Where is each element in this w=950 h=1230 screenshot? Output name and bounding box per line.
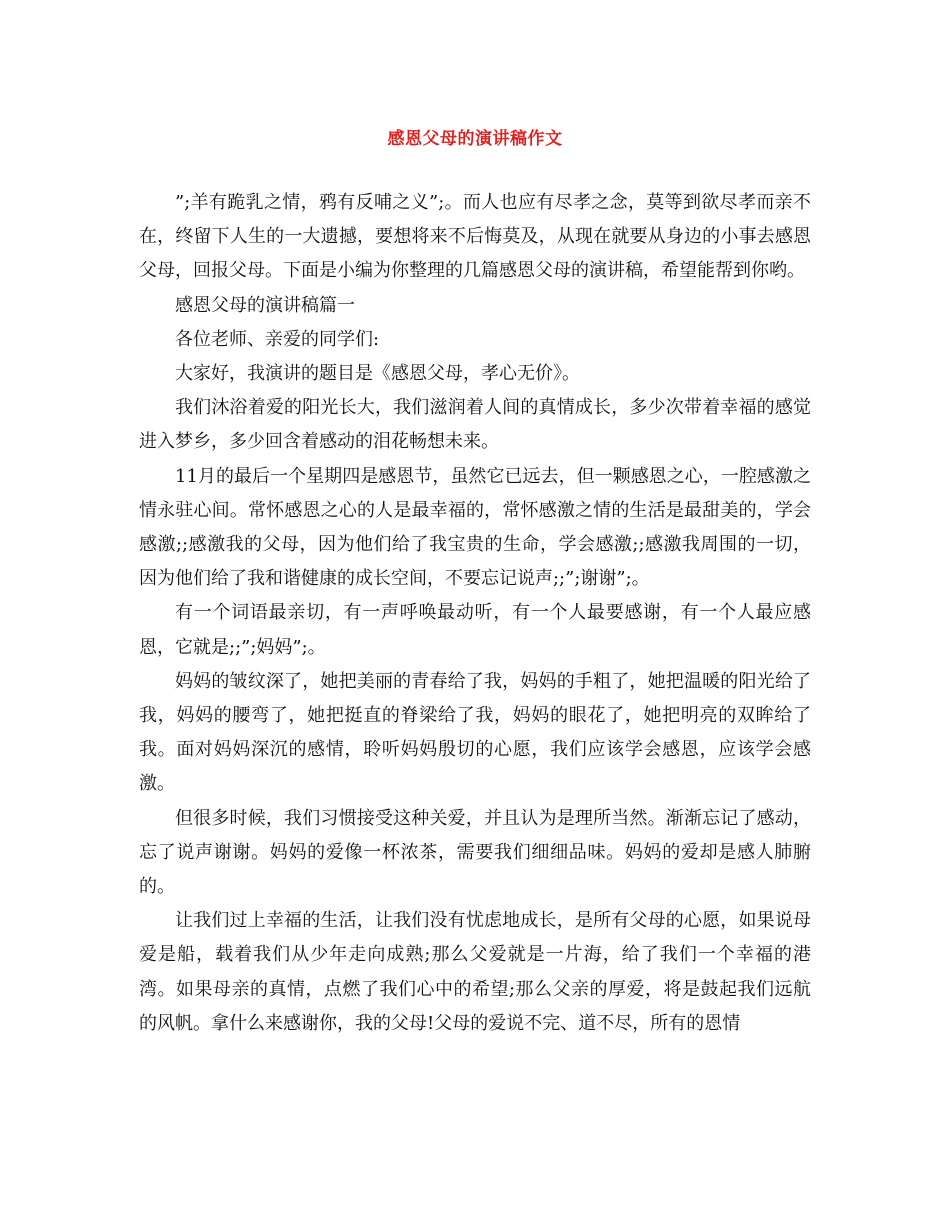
paragraph-salutation: 各位老师、亲爱的同学们:	[175, 328, 380, 350]
document-body	[139, 186, 811, 1041]
paragraph: 但很多时候，我们习惯接受这种关爱，并且认为是理所当然。渐渐忘记了感动，忘了说声谢谢。妈妈的爱像一杯浓茶，需要我们细细品味。妈妈的爱却是感人肺腑的。	[139, 807, 811, 898]
paragraph: 让我们过上幸福的生活，让我们没有忧虑地成长，是所有父母的心愿，如果说母爱是船，载着我们从少年走向成熟;那么父爱就是一片海，给了我们一个幸福的港湾。如果母亲的真情，点燃了我们心中的希望;那么父亲的厚爱，将是鼓起我们远航的风帆。拿什么来感谢你，我的父母!父母的爱说不完、道不尽，所有的恩情	[139, 910, 811, 1034]
paragraph-section-heading: 感恩父母的演讲稿篇一	[175, 294, 355, 316]
paragraph-intro: ”;羊有跪乳之情，鸦有反哺之义”;。而人也应有尽孝之念，莫等到欲尽孝而亲不在，终留下人生的一大遗撼，要想将来不后悔莫及，从现在就要从身边的小事去感恩父母，回报父母。下面是小编为你整理的几篇感恩父母的演讲稿，希望能帮到你哟。	[139, 192, 811, 282]
paragraph: 有一个词语最亲切，有一声呼唤最动听，有一个人最要感谢，有一个人最应感恩，它就是;;”;妈妈”;。	[139, 602, 811, 658]
paragraph: 我们沐浴着爱的阳光长大，我们滋润着人间的真情成长，多少次带着幸福的感觉进入梦乡，多少回含着感动的泪花畅想未来。	[139, 397, 811, 453]
paragraph-greeting: 大家好，我演讲的题目是《感恩父母，孝心无价》。	[175, 363, 580, 385]
document-title: 感恩父母的演讲稿作文	[387, 129, 563, 149]
paragraph: 11月的最后一个星期四是感恩节，虽然它已远去，但一颗感恩之心，一腔感激之情永驻心间。常怀感恩之心的人是最幸福的，常怀感激之情的生活是最甜美的，学会感激;;感激我的父母，因为他们给了我宝贵的生命，学会感激;;感激我周围的一切，因为他们给了我和谐健康的成长空间，不要忘记说声;;”;谢谢”;。	[139, 465, 811, 590]
paragraph: 妈妈的皱纹深了，她把美丽的青春给了我，妈妈的手粗了，她把温暖的阳光给了我，妈妈的腰弯了，她把挺直的脊梁给了我，妈妈的眼花了，她把明亮的双眸给了我。面对妈妈深沉的感情，聆听妈妈殷切的心愿，我们应该学会感恩，应该学会感激。	[139, 670, 811, 795]
